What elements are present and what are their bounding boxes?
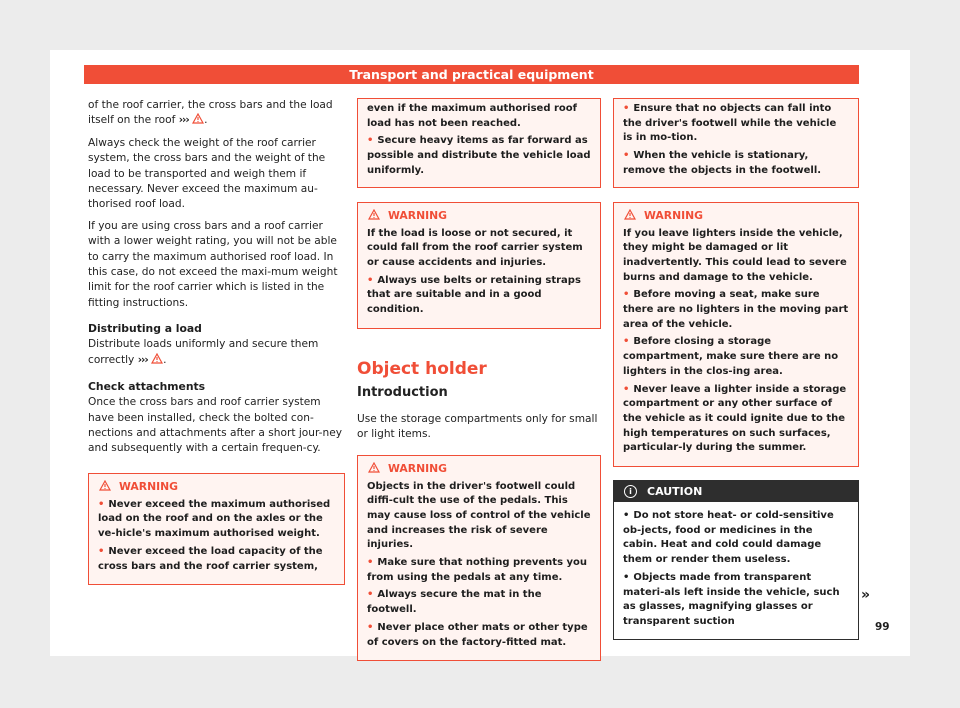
- section-title: Object holder: [357, 358, 487, 379]
- warning-text: If the load is loose or not secured, it could fall from the roof carrier system or cause accidents and injuries.: [367, 227, 583, 268]
- warning-triangle-icon: [624, 209, 636, 223]
- warning-item: • Before closing a storage compartment, make sure there are no lighters in the clos-ing area.: [623, 336, 839, 377]
- bullet-icon: •: [98, 545, 105, 557]
- warning-item: • Secure heavy items as far forward as possible and distribute the vehicle load uniformly.: [367, 135, 591, 176]
- bullet-icon: •: [623, 571, 630, 583]
- warning-item: • Never exceed the maximum authorised load on the roof and on the axles or the ve-hicle's maximum authorised weight.: [98, 498, 331, 540]
- bullet-icon: •: [623, 103, 630, 114]
- info-icon: i: [624, 485, 637, 498]
- bullet-icon: •: [367, 274, 374, 286]
- warning-text: even if the maximum authorised roof load has not been reached.: [367, 103, 577, 129]
- paragraph: If you are using cross bars and a roof carrier with a lower weight rating, you will not be able to carry the maximum authorised roof load. In this case, do not exceed the maxi-mum weight limit for the roof carrier which is listed in the fitting instructions.: [88, 219, 338, 309]
- warning-box-continued: [613, 98, 859, 188]
- bullet-icon: •: [623, 336, 630, 348]
- paragraph: Distribute loads uniformly and secure them correctly ››› .: [88, 337, 345, 369]
- warning-text: Objects in the driver's footwell could diffi-cult the use of the pedals. This may cause loss of control of the vehicle and increases the risk of severe injuries.: [367, 480, 591, 551]
- warning-text: If you leave lighters inside the vehicle, they might be damaged or lit inadvertently. This could lead to severe burns and damage to the vehicle.: [623, 227, 847, 283]
- caution-item: • Objects made from transparent materi-als left inside the vehicle, such as glasses, magnifying glasses or transparent suction: [623, 571, 840, 627]
- warning-item: • Make sure that nothing prevents you from using the pedals at any time.: [367, 557, 588, 583]
- caution-item: • Do not store heat- or cold-sensitive ob-jects, food or medicines in the cabin. Heat and cold could damage them or render them useless.: [623, 510, 834, 566]
- warning-triangle-icon: [368, 462, 380, 476]
- warning-triangle-icon: [368, 209, 380, 223]
- warning-item: • Never leave a lighter inside a storage compartment or any other surface of the vehicle as it could ignite due to the high temperatures on such surfaces, particular-ly during the summer.: [623, 383, 847, 454]
- warning-box: [88, 473, 345, 586]
- reference-arrows: ›››: [137, 353, 148, 366]
- continued-mark: »: [861, 587, 871, 603]
- column-2: [357, 98, 601, 674]
- caution-header: i CAUTION: [614, 481, 858, 502]
- warning-item: • When the vehicle is stationary, remove the objects in the footwell.: [623, 150, 822, 176]
- warning-header: WARNING: [89, 474, 344, 498]
- subheading: Distributing a load: [88, 322, 202, 336]
- warning-item: • Always use belts or retaining straps that are suitable and in a good condition.: [367, 274, 581, 316]
- warning-triangle-icon: [151, 353, 163, 369]
- bullet-icon: •: [98, 498, 105, 510]
- paragraph: Once the cross bars and roof carrier system have been installed, check the bolted con-nections and attachments after a short jour-ney and subsequently with a certain frequen-cy.: [88, 396, 342, 455]
- warning-box: [357, 455, 601, 662]
- paragraph: Always check the weight of the roof carrier system, the cross bars and the weight of the load to be transported and weigh them if necessary. Never exceed the maximum au-thorised roof load.: [88, 136, 326, 211]
- bullet-icon: •: [623, 510, 630, 522]
- warning-item: • Before moving a seat, make sure there are no lighters in the moving part area of the vehicle.: [623, 289, 849, 330]
- warning-box: [357, 202, 601, 329]
- paragraph: of the roof carrier, the cross bars and the load itself on the roof ››› .: [88, 98, 345, 130]
- column-1: [88, 98, 345, 598]
- warning-item: • Ensure that no objects can fall into the driver's footwell while the vehicle is in mo-tion.: [623, 103, 837, 144]
- paragraph: Use the storage compartments only for small or light items.: [357, 412, 598, 441]
- warning-header: WARNING: [614, 203, 858, 227]
- warning-triangle-icon: [192, 113, 204, 129]
- warning-item: • Never exceed the load capacity of the cross bars and the roof carrier system,: [98, 545, 323, 572]
- page-number: 99: [875, 621, 890, 633]
- warning-item: • Never place other mats or other type of covers on the factory-fitted mat.: [367, 621, 588, 648]
- bullet-icon: •: [623, 289, 630, 301]
- subheading: Check attachments: [88, 380, 206, 394]
- bullet-icon: •: [623, 383, 630, 395]
- page-header: Transport and practical equipment: [84, 65, 859, 84]
- warning-triangle-icon: [99, 480, 111, 494]
- bullet-icon: •: [623, 150, 630, 162]
- warning-header: WARNING: [358, 203, 600, 227]
- section-subtitle: Introduction: [357, 384, 448, 400]
- warning-header: WARNING: [358, 456, 600, 480]
- bullet-icon: •: [367, 589, 374, 601]
- bullet-icon: •: [367, 621, 374, 633]
- bullet-icon: •: [367, 557, 374, 569]
- warning-item: • Always secure the mat in the footwell.: [367, 589, 542, 616]
- warning-box: [613, 202, 859, 468]
- caution-box: [613, 480, 859, 640]
- warning-box-continued: [357, 98, 601, 188]
- bullet-icon: •: [367, 135, 374, 147]
- column-3: [613, 98, 859, 640]
- reference-arrows: ›››: [178, 114, 189, 127]
